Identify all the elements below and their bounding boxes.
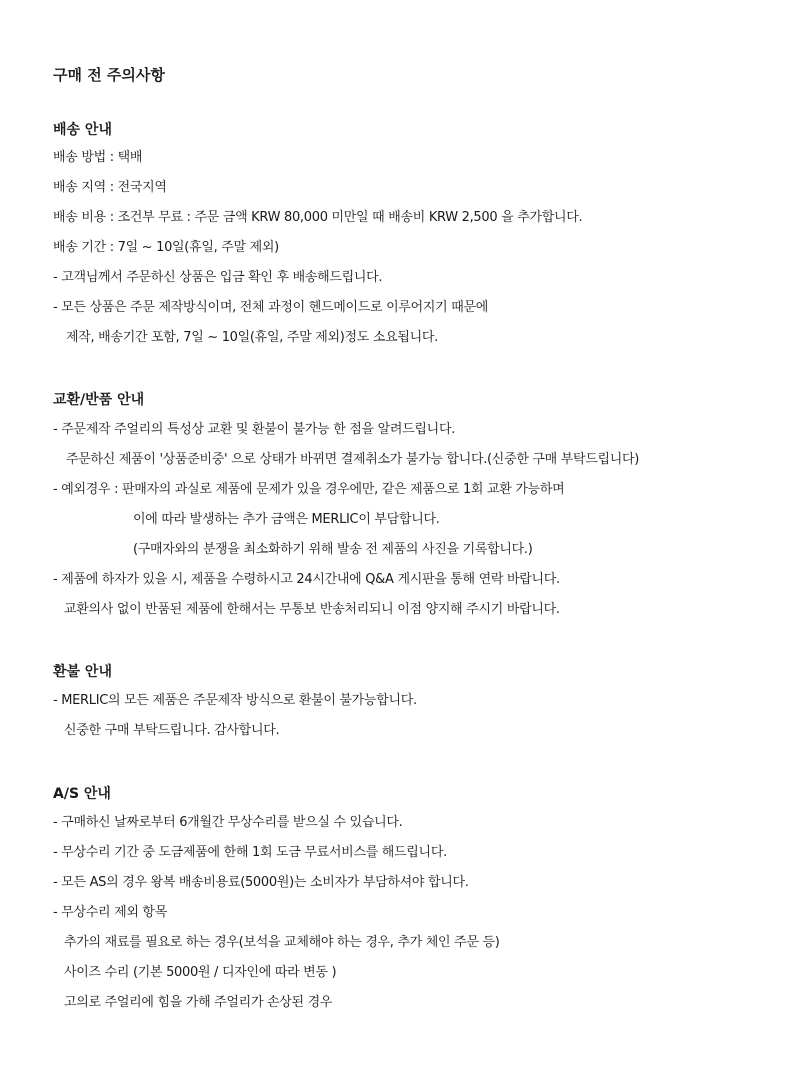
as-line: - 모든 AS의 경우 왕복 배송비용료(5000원)는 소비자가 부담하셔야 합니다.: [53, 875, 469, 890]
as-line: - 무상수리 기간 중 도금제품에 한해 1회 도금 무료서비스를 해드립니다.: [53, 845, 447, 860]
shipping-line: - 모든 상품은 주문 제작방식이며, 전체 과정이 헨드메이드로 이루어지기 때문에: [53, 300, 488, 315]
shipping-line: 배송 기간 : 7일 ~ 10일(휴일, 주말 제외): [53, 240, 279, 255]
shipping-heading: 배송 안내: [53, 122, 112, 138]
shipping-line: - 고객님께서 주문하신 상품은 입금 확인 후 배송해드립니다.: [53, 270, 383, 285]
as-heading: A/S 안내: [53, 786, 111, 802]
exchange-line: - 예외경우 : 판매자의 과실로 제품에 문제가 있을 경우에만, 같은 제품으로 1회 교환 가능하며: [53, 482, 565, 497]
exchange-heading: 교환/반품 안내: [53, 392, 145, 408]
exchange-line: 교환의사 없이 반품된 제품에 한해서는 무통보 반송처리되니 이점 양지해 주시기 바랍니다.: [64, 602, 560, 617]
exchange-line: - 주문제작 주얼리의 특성상 교환 및 환불이 불가능 한 점을 알려드립니다.: [53, 422, 456, 437]
as-line: 사이즈 수리 (기본 5000원 / 디자인에 따라 변동 ): [64, 965, 337, 980]
exchange-line: 이에 따라 발생하는 추가 금액은 MERLIC이 부담합니다.: [133, 512, 440, 527]
refund-line: - MERLIC의 모든 제품은 주문제작 방식으로 환불이 불가능합니다.: [53, 693, 417, 708]
shipping-line: 배송 지역 : 전국지역: [53, 180, 167, 195]
shipping-line: 배송 비용 : 조건부 무료 : 주문 금액 KRW 80,000 미만일 때 배송비 KRW 2,500 을 추가합니다.: [53, 210, 583, 225]
exchange-line: (구매자와의 분쟁을 최소화하기 위해 발송 전 제품의 사진을 기록합니다.): [133, 542, 533, 557]
as-line: 추가의 재료를 필요로 하는 경우(보석을 교체해야 하는 경우, 추가 체인 주문 등): [64, 935, 500, 950]
as-line: 고의로 주얼리에 힘을 가해 주얼리가 손상된 경우: [64, 995, 333, 1010]
refund-line: 신중한 구매 부탁드립니다. 감사합니다.: [64, 723, 280, 738]
shipping-line: 제작, 배송기간 포함, 7일 ~ 10일(휴일, 주말 제외)정도 소요됩니다.: [66, 330, 438, 345]
refund-heading: 환불 안내: [53, 664, 112, 680]
page-title: 구매 전 주의사항: [53, 66, 165, 84]
as-line: - 무상수리 제외 항목: [53, 905, 167, 920]
exchange-line: 주문하신 제품이 '상품준비중' 으로 상태가 바뀌면 결제취소가 불가능 합니다.(신중한 구매 부탁드립니다): [66, 452, 640, 467]
shipping-line: 배송 방법 : 택배: [53, 150, 143, 165]
as-line: - 구매하신 날짜로부터 6개월간 무상수리를 받으실 수 있습니다.: [53, 815, 403, 830]
exchange-line: - 제품에 하자가 있을 시, 제품을 수령하시고 24시간내에 Q&A 게시판을 통해 연락 바랍니다.: [53, 572, 560, 587]
